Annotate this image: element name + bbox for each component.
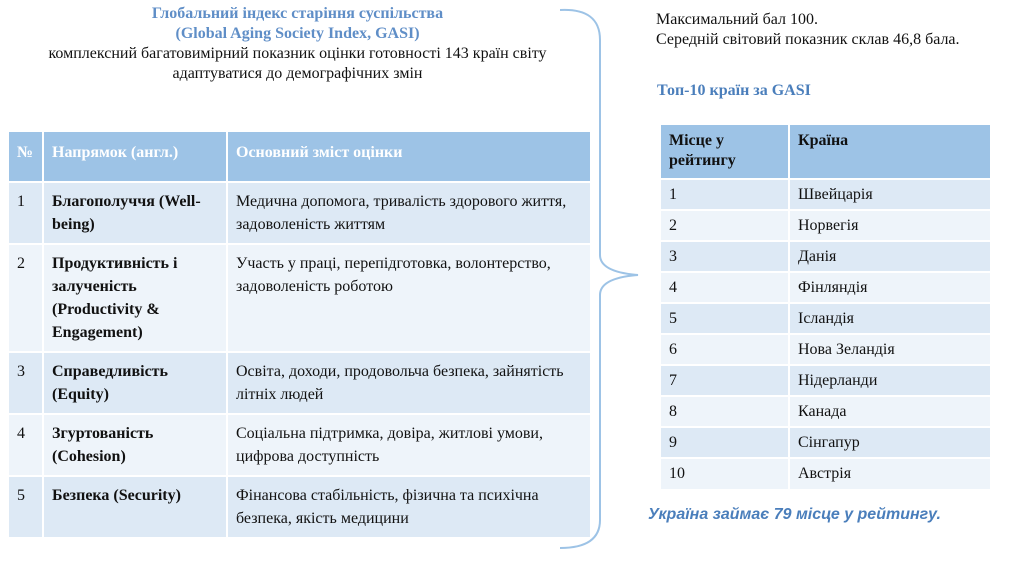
- gasi-directions-table: [9, 132, 592, 537]
- country-cell: Швейцарія: [789, 179, 991, 210]
- top10-table: [661, 125, 992, 489]
- table-row: [661, 210, 991, 241]
- table-row: [9, 244, 591, 352]
- header-rank: Місце у рейтингу: [661, 125, 789, 179]
- country-cell: Сінгапур: [789, 427, 991, 458]
- row-num: 2: [9, 244, 43, 352]
- table-row: [661, 365, 991, 396]
- header-content: Основний зміст оцінки: [227, 132, 591, 182]
- table-row: [661, 427, 991, 458]
- row-direction: Безпека (Security): [43, 476, 227, 537]
- row-content: Участь у праці, перепідготовка, волонтерство, задоволеність роботою: [227, 244, 591, 352]
- row-content: Медична допомога, тривалість здорового життя, задоволеність життям: [227, 182, 591, 244]
- slide-title: [40, 4, 555, 84]
- table-row: [661, 179, 991, 210]
- row-direction: Продуктивність і залученість (Productivity & Engagement): [43, 244, 227, 352]
- rank-cell: 7: [661, 365, 789, 396]
- rank-cell: 3: [661, 241, 789, 272]
- table-row: [661, 334, 991, 365]
- top10-title: Топ-10 країн за GASI: [657, 82, 811, 99]
- country-cell: Норвегія: [789, 210, 991, 241]
- country-cell: Австрія: [789, 458, 991, 489]
- table-header-row: [661, 125, 991, 179]
- title-line-2: (Global Aging Society Index, GASI): [175, 25, 420, 42]
- row-content: Фінансова стабільність, фізична та психічна безпека, якість медицини: [227, 476, 591, 537]
- row-direction: Справедливість (Equity): [43, 352, 227, 414]
- max-score-text: Максимальний бал 100.: [656, 11, 818, 28]
- row-num: 5: [9, 476, 43, 537]
- table-row: [661, 272, 991, 303]
- title-subtitle: комплексний багатовимірний показник оцінки готовності 143 країн світу адаптуватися до демографічних змін: [48, 45, 547, 82]
- rank-cell: 4: [661, 272, 789, 303]
- gasi-info: [656, 10, 996, 50]
- table-header-row: [9, 132, 591, 182]
- row-num: 1: [9, 182, 43, 244]
- title-line-1: Глобальний індекс старіння суспільства: [151, 5, 444, 22]
- row-num: 4: [9, 414, 43, 476]
- country-cell: Данія: [789, 241, 991, 272]
- rank-cell: 1: [661, 179, 789, 210]
- row-content: Соціальна підтримка, довіра, житлові умови, цифрова доступність: [227, 414, 591, 476]
- row-content: Освіта, доходи, продовольча безпека, зайнятість літніх людей: [227, 352, 591, 414]
- table-row: [661, 303, 991, 334]
- country-cell: Ісландія: [789, 303, 991, 334]
- table-row: [9, 352, 591, 414]
- header-country: Країна: [789, 125, 991, 179]
- world-average-text: Середній світовий показник склав 46,8 бала.: [656, 31, 960, 48]
- rank-cell: 2: [661, 210, 789, 241]
- header-num: №: [9, 132, 43, 182]
- country-cell: Нідерланди: [789, 365, 991, 396]
- table-row: [661, 396, 991, 427]
- country-cell: Канада: [789, 396, 991, 427]
- connector-bracket: [560, 0, 660, 563]
- rank-cell: 8: [661, 396, 789, 427]
- table-row: [661, 458, 991, 489]
- rank-cell: 10: [661, 458, 789, 489]
- table-row: [9, 476, 591, 537]
- rank-cell: 5: [661, 303, 789, 334]
- bracket-line: [560, 10, 638, 548]
- table-row: [9, 414, 591, 476]
- rank-cell: 9: [661, 427, 789, 458]
- ukraine-rank-note: Україна займає 79 місце у рейтингу.: [648, 506, 941, 523]
- rank-cell: 6: [661, 334, 789, 365]
- table-row: [661, 241, 991, 272]
- row-num: 3: [9, 352, 43, 414]
- country-cell: Нова Зеландія: [789, 334, 991, 365]
- table-row: [9, 182, 591, 244]
- row-direction: Благополуччя (Well-being): [43, 182, 227, 244]
- country-cell: Фінляндія: [789, 272, 991, 303]
- header-direction: Напрямок (англ.): [43, 132, 227, 182]
- row-direction: Згуртованість (Cohesion): [43, 414, 227, 476]
